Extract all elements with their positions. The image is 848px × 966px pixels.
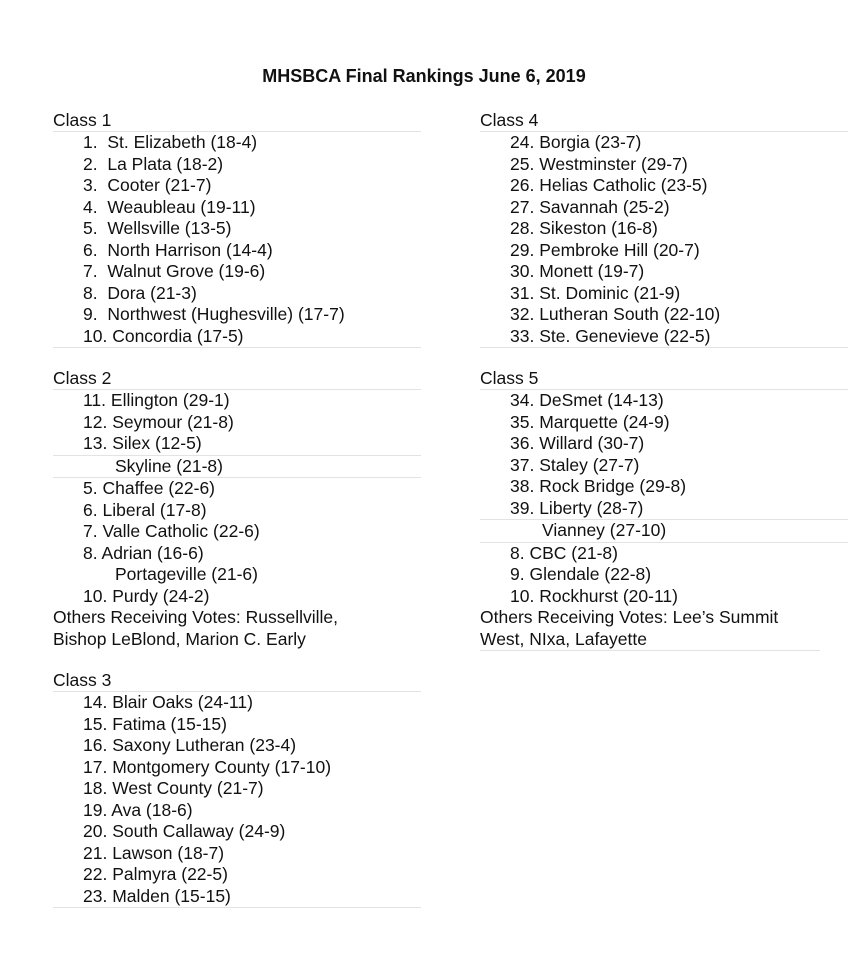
ranking-row-tied: Vianney (27-10) — [480, 520, 848, 543]
ranking-row: 28. Sikeston (16-8) — [510, 218, 658, 238]
ranking-row: 26. Helias Catholic (23-5) — [510, 175, 708, 195]
class-3-section — [53, 670, 421, 908]
class-2-section — [53, 368, 421, 650]
ranking-row: 20. South Callaway (24-9) — [83, 821, 286, 841]
ranking-row: 16. Saxony Lutheran (23-4) — [83, 735, 297, 755]
ranking-row: 25. Westminster (29-7) — [510, 153, 688, 174]
ranking-row: 22. Palmyra (22-5) — [83, 864, 228, 884]
ranking-row: 7. Valle Catholic (22-6) — [83, 521, 260, 541]
ranking-row: 32. Lutheran South (22-10) — [510, 304, 721, 324]
ranking-row: 4. Weaubleau (19-11) — [83, 196, 256, 217]
ranking-row: 39. Liberty (28-7) — [480, 498, 848, 521]
class-3-header: Class 3 — [53, 670, 421, 692]
ranking-row-tied: Skyline (21-8) — [53, 456, 421, 479]
ranking-row: 36. Willard (30-7) — [510, 433, 645, 453]
ranking-row: 19. Ava (18-6) — [83, 799, 193, 820]
ranking-row: 8. CBC (21-8) — [510, 542, 618, 563]
ranking-row: 18. West County (21-7) — [83, 778, 264, 798]
ranking-row: 13. Silex (12-5) — [53, 433, 421, 456]
ranking-row-tied: Portageville (21-6) — [115, 564, 258, 584]
ranking-row: 30. Monett (19-7) — [510, 261, 645, 281]
class-4-section — [480, 110, 848, 348]
ranking-row: 11. Ellington (29-1) — [83, 390, 230, 410]
ranking-row: 34. DeSmet (14-13) — [510, 390, 664, 410]
class-1-section — [53, 110, 421, 348]
ranking-row: 24. Borgia (23-7) — [510, 132, 642, 152]
ranking-row: 5. Chaffee (22-6) — [83, 478, 216, 498]
ranking-row: 35. Marquette (24-9) — [510, 411, 670, 432]
ranking-row: 8. Adrian (16-6) — [83, 542, 204, 563]
class-1-header: Class 1 — [53, 110, 421, 132]
ranking-row: 1. St. Elizabeth (18-4) — [83, 132, 258, 152]
ranking-row: 17. Montgomery County (17-10) — [83, 756, 332, 777]
ranking-row: 27. Savannah (25-2) — [510, 196, 670, 217]
class-2-header: Class 2 — [53, 368, 421, 390]
ranking-row: 10. Rockhurst (20-11) — [510, 585, 678, 606]
ranking-row: 10. Concordia (17-5) — [53, 326, 421, 349]
ranking-row: 5. Wellsville (13-5) — [83, 218, 232, 238]
ranking-row: 6. North Harrison (14-4) — [83, 239, 273, 260]
ranking-row: 12. Seymour (21-8) — [83, 411, 234, 432]
ranking-row: 10. Purdy (24-2) — [83, 585, 210, 606]
ranking-row: 29. Pembroke Hill (20-7) — [510, 239, 700, 260]
class-5-section — [480, 368, 848, 651]
ranking-row: 21. Lawson (18-7) — [83, 842, 225, 863]
ranking-row: 31. St. Dominic (21-9) — [510, 282, 681, 303]
ranking-row: 7. Walnut Grove (19-6) — [83, 261, 266, 281]
others-receiving-votes: Others Receiving Votes: Russellville, Bishop LeBlond, Marion C. Early — [53, 607, 338, 649]
ranking-row: 33. Ste. Genevieve (22-5) — [480, 326, 848, 349]
ranking-row: 15. Fatima (15-15) — [83, 713, 227, 734]
class-4-header: Class 4 — [480, 110, 848, 132]
ranking-row: 2. La Plata (18-2) — [83, 153, 224, 174]
ranking-row: 9. Glendale (22-8) — [510, 564, 652, 584]
ranking-row: 14. Blair Oaks (24-11) — [83, 692, 253, 712]
ranking-row: 37. Staley (27-7) — [510, 454, 640, 475]
class-5-header: Class 5 — [480, 368, 848, 390]
ranking-row: 6. Liberal (17-8) — [83, 499, 207, 520]
ranking-row: 38. Rock Bridge (29-8) — [510, 476, 687, 496]
page-title: MHSBCA Final Rankings June 6, 2019 — [262, 66, 586, 86]
ranking-row: 9. Northwest (Hughesville) (17-7) — [83, 304, 345, 324]
ranking-row: 23. Malden (15-15) — [53, 886, 421, 909]
others-receiving-votes: Others Receiving Votes: Lee’s Summit West, NIxa, Lafayette — [480, 607, 820, 651]
ranking-row: 8. Dora (21-3) — [83, 282, 197, 303]
ranking-row: 3. Cooter (21-7) — [83, 175, 212, 195]
